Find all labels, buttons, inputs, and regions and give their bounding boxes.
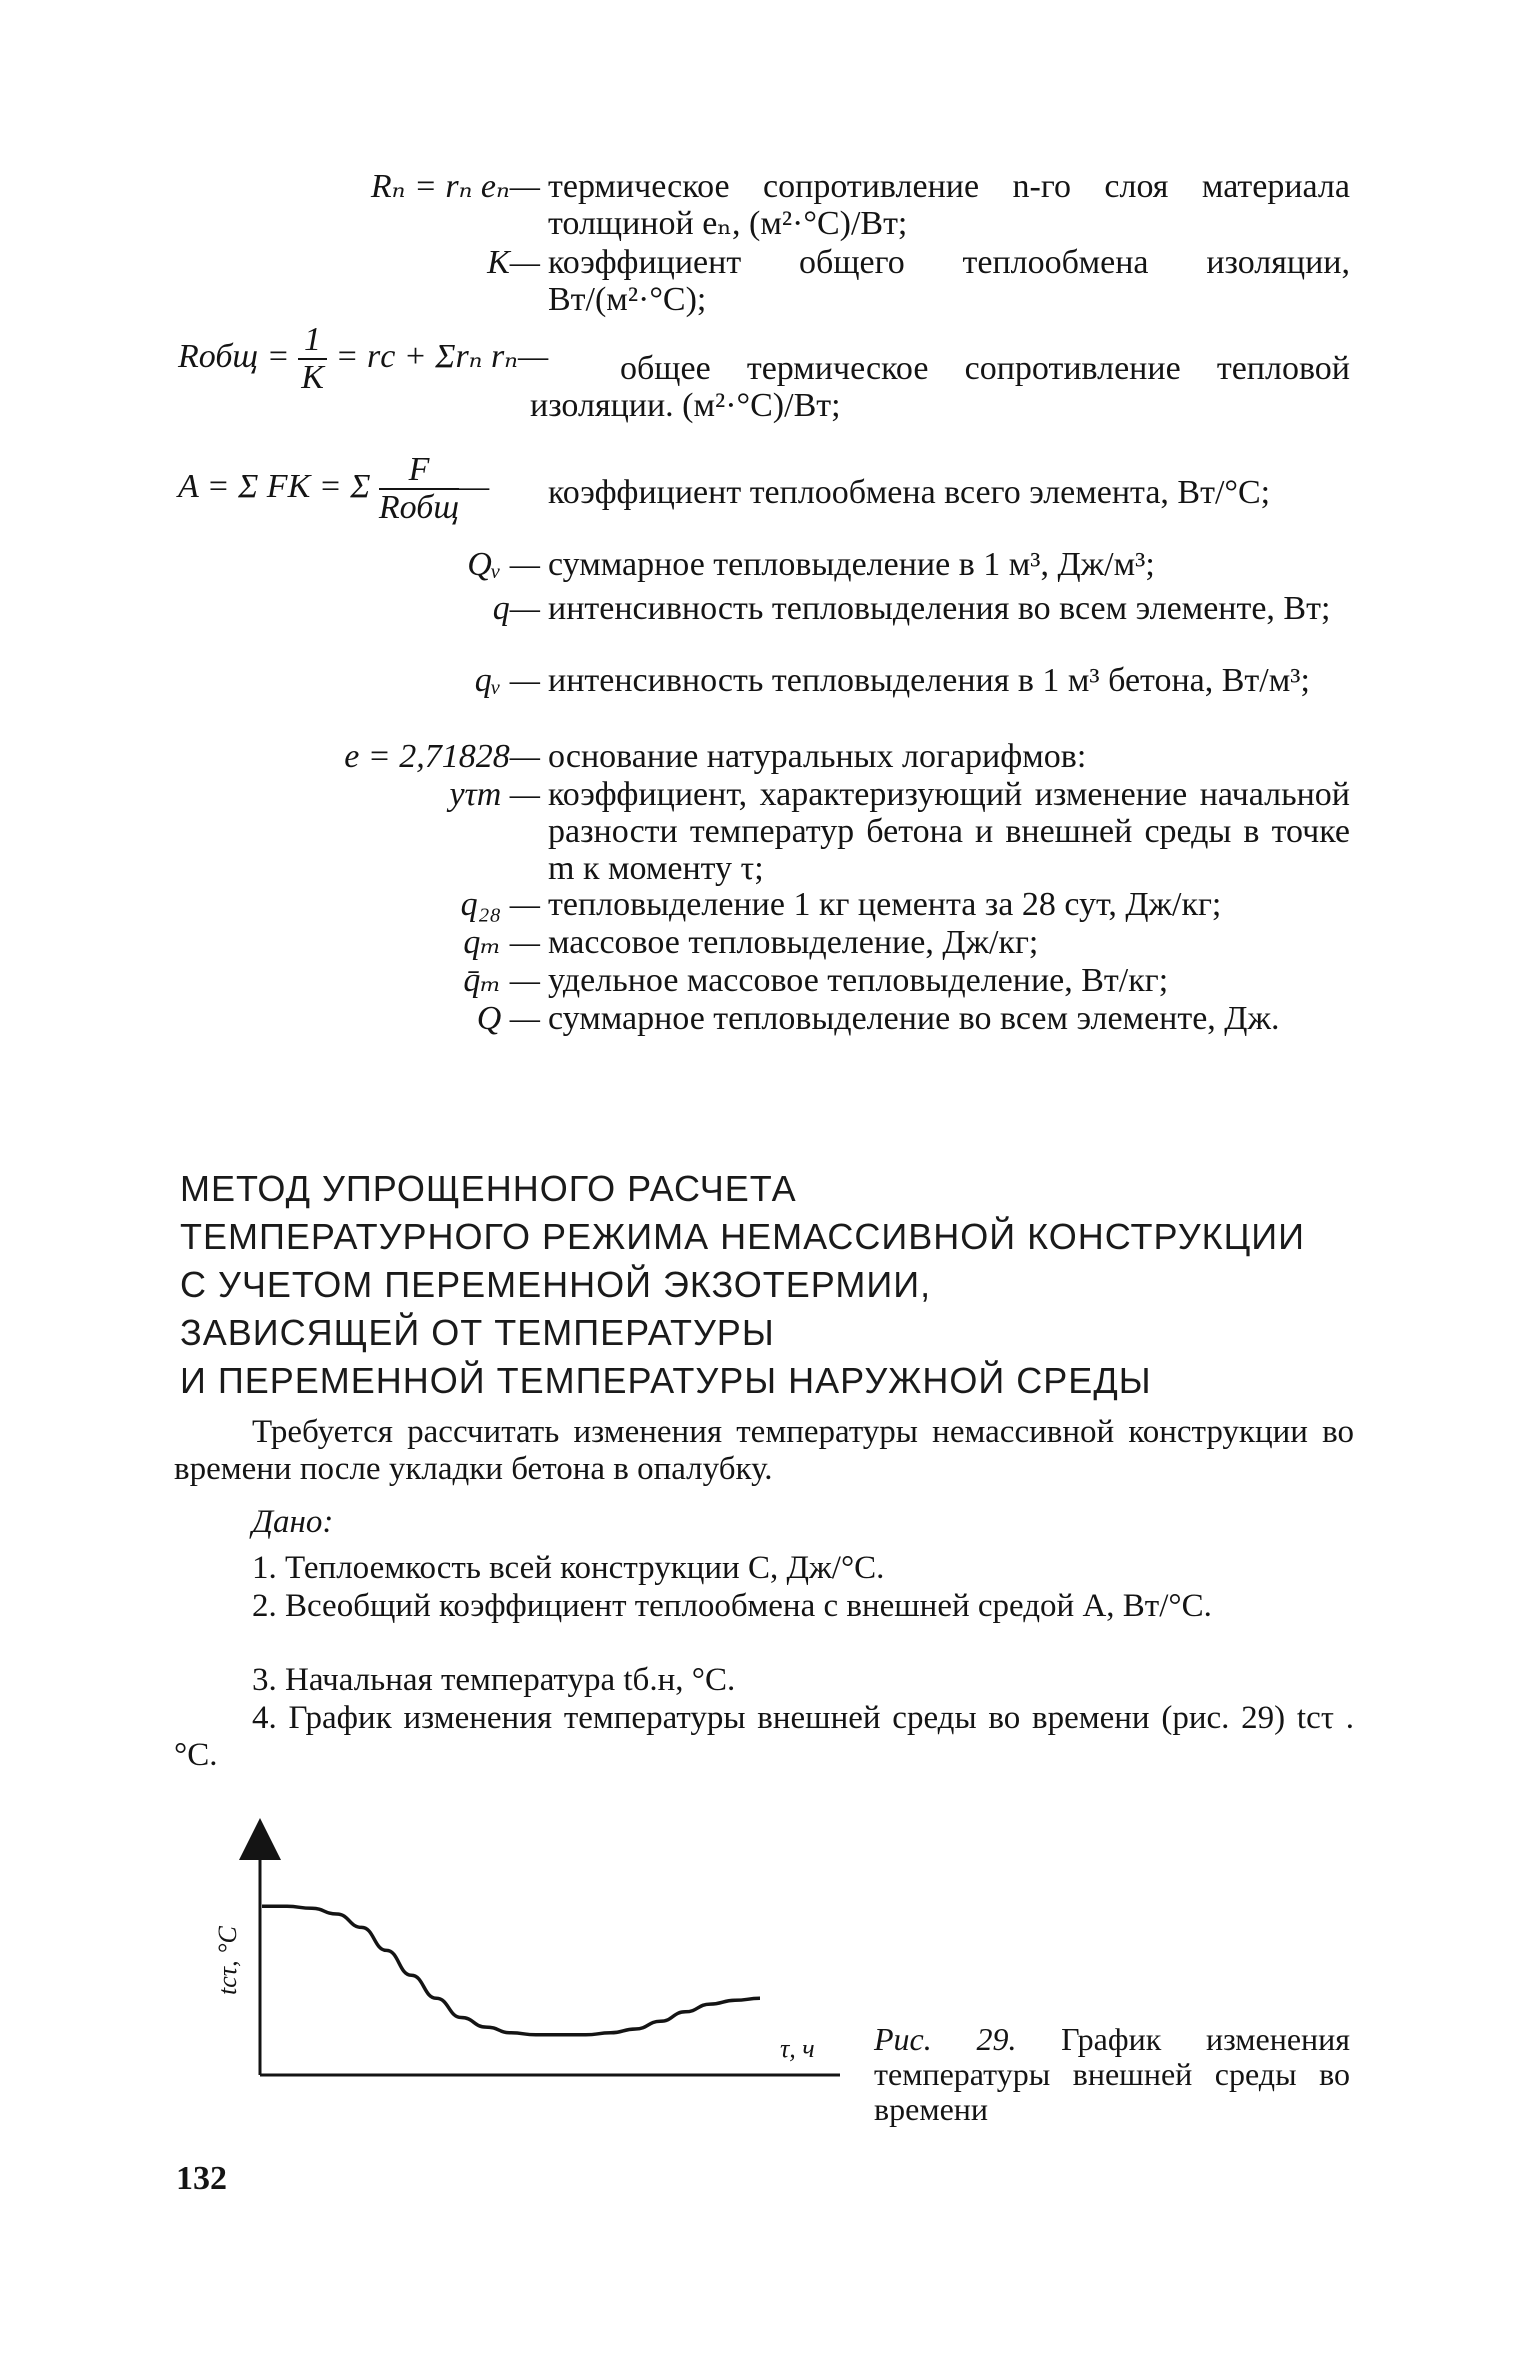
- def-text: термическое сопротивление n-го слоя материала толщиной eₙ, (м²·°C)/Вт;: [548, 168, 1350, 242]
- heading-line: ТЕМПЕРАТУРНОГО РЕЖИМА НЕМАССИВНОЙ КОНСТРУКЦИИ: [180, 1216, 1305, 1257]
- temperature-curve: [262, 1906, 760, 2035]
- def-symbol: qᵥ —: [474, 662, 540, 699]
- def-text: удельное массовое тепловыделение, Вт/кг;: [548, 962, 1169, 999]
- caption-label: Рис. 29.: [874, 2021, 1017, 2057]
- heading-line: МЕТОД УПРОЩЕННОГО РАСЧЕТА: [180, 1168, 797, 1209]
- def-text: суммарное тепловыделение во всем элементе, Дж.: [548, 1000, 1280, 1037]
- def-symbol: K—: [487, 244, 540, 281]
- def-text: суммарное тепловыделение в 1 м³, Дж/м³;: [548, 546, 1155, 583]
- def-symbol: A = Σ FK = Σ $\frac{F}{\text{Rобщ}}$ —: [178, 451, 490, 526]
- given-item-3: 3. Начальная температура tб.н, °C.: [252, 1662, 736, 1698]
- fraction: $\frac{F}{\text{Rобщ}}$: [378, 451, 459, 526]
- given-item-2: 2. Всеобщий коэффициент теплообмена с внешней средой A, Вт/°C.: [252, 1588, 1212, 1624]
- intro-paragraph: Требуется рассчитать изменения температуры немассивной конструкции во времени после укладки бетона в опалубку.: [174, 1414, 1354, 1487]
- def-text: общее термическое сопротивление тепловой изоляции. (м²·°C)/Вт;: [530, 350, 1350, 424]
- heading-line: С УЧЕТОМ ПЕРЕМЕННОЙ ЭКЗОТЕРМИИ,: [180, 1264, 932, 1305]
- def-symbol: qₘ —: [463, 924, 540, 961]
- def-text: коэффициент, характеризующий изменение начальной разности температур бетона и внешней среды в точке m к моменту τ;: [548, 776, 1350, 887]
- def-symbol: q₂₈ —: [460, 886, 540, 923]
- def-text: интенсивность тепловыделения в 1 м³ бетона, Вт/м³;: [548, 662, 1310, 699]
- caption-text: График изменения температуры внешней среды во времени: [874, 2021, 1351, 2127]
- given-item-1: 1. Теплоемкость всей конструкции C, Дж/°C.: [252, 1550, 885, 1586]
- def-symbol: yτm —: [449, 776, 540, 813]
- temperature-chart: [213, 1835, 860, 2095]
- given-label: Дано:: [252, 1504, 334, 1540]
- def-text: коэффициент общего теплообмена изоляции, Вт/(м²·°C);: [548, 244, 1350, 318]
- def-text: коэффициент теплообмена всего элемента, Вт/°C;: [548, 474, 1271, 511]
- fraction: $\frac{1}{K}$: [298, 322, 327, 396]
- def-symbol: Qᵥ —: [467, 546, 540, 583]
- def-text: основание натуральных логарифмов:: [548, 738, 1087, 775]
- heading-line: И ПЕРЕМЕННОЙ ТЕМПЕРАТУРЫ НАРУЖНОЙ СРЕДЫ: [180, 1360, 1152, 1401]
- def-text: тепловыделение 1 кг цемента за 28 сут, Дж/кг;: [548, 886, 1222, 923]
- def-text: интенсивность тепловыделения во всем элементе, Вт;: [548, 590, 1331, 627]
- heading-line: ЗАВИСЯЩЕЙ ОТ ТЕМПЕРАТУРЫ: [180, 1312, 775, 1353]
- figure-caption: [874, 2022, 1350, 2127]
- def-symbol: q̄ₘ —: [463, 962, 540, 999]
- def-symbol: q—: [492, 590, 540, 627]
- section-heading: [180, 1165, 1360, 1405]
- def-symbol: Rₙ = rₙ eₙ—: [370, 168, 540, 205]
- x-axis-label: τ, ч: [780, 2034, 815, 2063]
- def-symbol: Q —: [476, 1000, 540, 1037]
- def-symbol: e = 2,71828—: [344, 738, 540, 775]
- given-item-4: 4. График изменения температуры внешней среды во времени (рис. 29) tсτ . °C.: [174, 1700, 1354, 1773]
- def-text: массовое тепловыделение, Дж/кг;: [548, 924, 1039, 961]
- def-symbol: Rобщ = $\frac{1}{K}$ = rс + Σrₙ rₙ—: [178, 321, 549, 396]
- y-axis-label: tсτ, °C: [213, 1926, 242, 1995]
- page-number: 132: [176, 2160, 227, 2197]
